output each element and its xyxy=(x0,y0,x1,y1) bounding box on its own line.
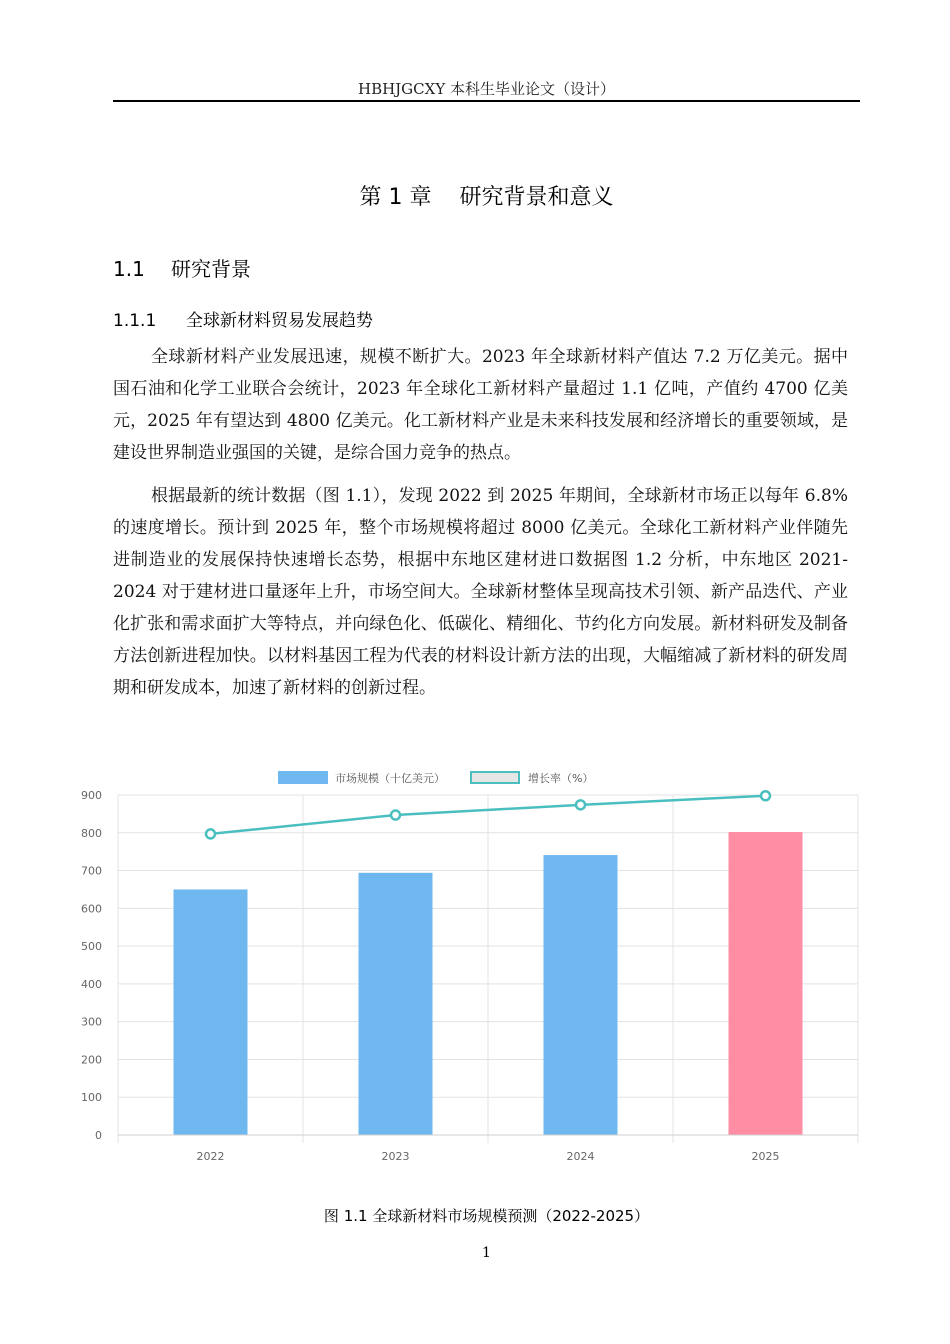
paragraph-2: 根据最新的统计数据（图 1.1），发现 2022 到 2025 年期间，全球新材市场正以每年 6.8%的速度增长。预计到 2025 年，整个市场规模将超过 8000 亿美元。全球化工新材料产业伴随先进制造业的发展保持快速增长态势，根据中东地区建材进口数据图 1.2 分析，中东地区 2021-2024 对于建材进口量逐年上升，市场空间大。全球新材整体呈现高技术引领、新产品迭代、产业化扩张和需求面扩大等特点，并向绿色化、低碳化、精细化、节约化方向发展。新材料研发及制备方法创新进程加快。以材料基因工程为代表的材料设计新方法的出现，大幅缩减了新材料的研发周期和研发成本，加速了新材料的创新过程。 xyxy=(113,486,848,698)
legend-swatch-line xyxy=(471,772,519,783)
growth-point-2025 xyxy=(761,791,770,800)
subsection-number: 1.1.1 xyxy=(113,311,157,331)
bar-2022 xyxy=(174,889,248,1135)
chapter-title-text: 研究背景和意义 xyxy=(459,185,614,210)
growth-point-2023 xyxy=(391,811,400,820)
running-header: HBHJGCXY 本科生毕业论文（设计） xyxy=(357,80,615,98)
legend-swatch-bar xyxy=(278,771,328,784)
growth-point-2024 xyxy=(576,800,585,809)
x-tick-label: 2025 xyxy=(751,1150,780,1163)
y-tick-label: 700 xyxy=(81,864,102,878)
y-tick-label: 400 xyxy=(81,977,102,991)
section-number: 1.1 xyxy=(113,257,145,281)
section-heading xyxy=(113,253,251,282)
bar-2023 xyxy=(359,873,433,1135)
legend-label-bar: 市场规模（十亿美元） xyxy=(335,772,445,785)
y-tick-label: 100 xyxy=(81,1091,102,1105)
subsection-heading xyxy=(113,306,373,331)
y-tick-label: 500 xyxy=(81,940,102,954)
x-tick-label: 2023 xyxy=(381,1150,410,1163)
y-tick-label: 0 xyxy=(95,1129,102,1142)
page-number: 1 xyxy=(482,1245,491,1261)
figure-caption: 图 1.1 全球新材料市场规模预测（2022-2025） xyxy=(323,1207,650,1225)
bar-2025 xyxy=(729,832,803,1135)
bar-2024 xyxy=(544,855,618,1135)
y-tick-label: 800 xyxy=(81,826,102,840)
header-rule xyxy=(113,100,860,102)
paragraph-1: 全球新材料产业发展迅速，规模不断扩大。2023 年全球新材料产值达 7.2 万亿美元。据中国石油和化学工业联合会统计，2023 年全球化工新材料产量超过 1.1 亿吨，产值约 4700 亿美元，2025 年有望达到 4800 亿美元。化工新材料产业是未来科技发展和经济增长的重要领域，是建设世界制造业强国的关键，是综合国力竞争的热点。 xyxy=(113,347,848,463)
y-tick-label: 200 xyxy=(81,1053,102,1067)
subsection-title: 全球新材料贸易发展趋势 xyxy=(186,311,373,331)
x-tick-label: 2022 xyxy=(196,1150,225,1163)
growth-point-2022 xyxy=(206,829,215,838)
chapter-number: 第 1 章 xyxy=(359,185,432,210)
section-title: 研究背景 xyxy=(171,257,251,281)
y-tick-label: 600 xyxy=(81,902,102,916)
figure-chart xyxy=(78,760,878,1180)
x-tick-label: 2024 xyxy=(566,1150,595,1163)
market-size-chart xyxy=(78,760,878,1180)
chapter-title xyxy=(113,180,860,211)
y-tick-label: 300 xyxy=(81,1015,102,1029)
legend-label-line: 增长率（%） xyxy=(528,772,594,785)
y-tick-label: 900 xyxy=(81,789,102,802)
